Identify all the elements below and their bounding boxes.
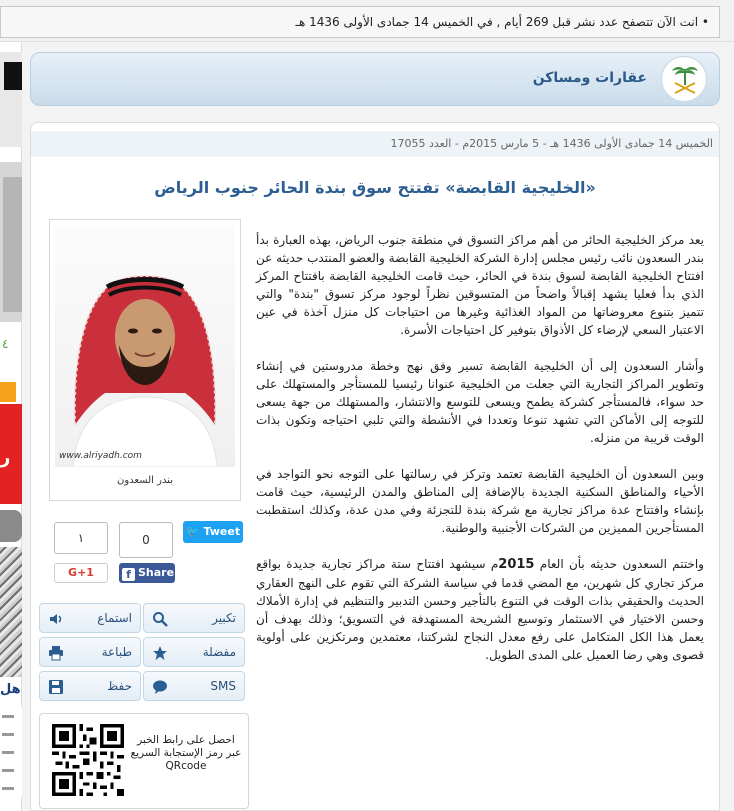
qr-code-text: احصل على رابط الخبر عبر رمز الإستجابة السريع QRcode <box>130 734 242 772</box>
article-paragraph-4-end: م سيشهد افتتاح ستة مراكز تجارية جديدة بواقع مركز تجاري كل شهرين، مع المضي قدما في سياسة الشركة التي تقوم على النهج العقاري الحديث والحقيقي بذات الوقت في التنوع بالتأجير وحسن التدبير والتنظيم في إدارة الأملاك وحسن الاختيار في الاستثمار وتوسيع الشريحة المستهدفة في التسويق؛ وذلك بهدف أن يعمل هذا الكل المتكامل على رفع معدل النجاح لشركتنا، معتمدين ومرتكزين على أولوية قصوى وهي رضا العميل على المدى الطويل. <box>256 557 704 662</box>
chat-bubble-icon <box>152 679 168 695</box>
sidebar-orange-badge <box>0 382 16 402</box>
article-paragraph-4-start: واختتم السعدون حديثه بأن العام <box>534 557 704 571</box>
sidebar-gray-tab[interactable] <box>0 510 22 542</box>
article-year: 2015 <box>498 557 535 572</box>
article-body <box>256 231 704 682</box>
print-button[interactable] <box>39 637 141 667</box>
sidebar-red-banner-glyph: ر <box>0 447 11 468</box>
sidebar-green-mark: ٤ <box>2 337 9 351</box>
star-icon <box>152 645 168 661</box>
favorite-label: مفضلة <box>202 645 236 659</box>
article-paragraph-4 <box>256 555 704 664</box>
article-meta: الخميس 14 جمادى الأولى 1436 هـ - 5 مارس 2015م - العدد 17055 <box>390 137 713 150</box>
portrait-illustration <box>55 225 235 467</box>
floppy-disk-icon <box>48 679 64 695</box>
qr-code-box <box>39 713 249 809</box>
sidebar-headline-fragment[interactable]: هل <box>0 682 21 697</box>
ticker-text: • انت الآن تتصفح عدد نشر قبل 269 أيام , في الخميس 14 جمادى الأولى 1436 هـ <box>295 15 709 29</box>
section-header <box>30 52 720 106</box>
section-title[interactable]: عقارات ومساكن <box>532 70 647 86</box>
sms-button[interactable] <box>143 671 245 701</box>
tweet-label: Tweet <box>203 525 241 538</box>
news-ticker <box>0 6 720 38</box>
saudi-emblem-icon <box>661 56 707 102</box>
photo-watermark: www.alriyadh.com <box>59 451 142 461</box>
twitter-bird-icon: 🐦 <box>185 525 200 538</box>
facebook-icon: f <box>122 568 135 581</box>
photo-caption: بندر السعدون <box>116 475 174 486</box>
sidebar-ad-1-block <box>4 62 22 90</box>
news-ticker-bar <box>0 0 734 42</box>
listen-label: استماع <box>97 611 132 625</box>
article-photo[interactable] <box>55 225 235 467</box>
sms-label: SMS <box>210 679 236 693</box>
tweet-button[interactable] <box>183 521 243 543</box>
favorite-button[interactable] <box>143 637 245 667</box>
left-sidebar <box>0 42 22 811</box>
article-paragraph-2: وأشار السعدون إلى أن الخليجية القابضة تسير وفق نهج وخطة مدروستين في إنشاء وتطوير المراكز التجارية التي جعلت من الخليجية عنوانا رئيسيا للمستأجر والمستهلك على حد سواء، فالمستأجر كشركة يطمح ويسعى للتوسع والانتشار، والمستهلك من جهة يسعى للتوجه إلى الأماكن التي تشهد تنوعا وتعددا في الأنشطة والتي تلبي احتياجه وتكون بذات الوقت قريبة من منزله. <box>256 359 704 445</box>
zoom-button[interactable] <box>143 603 245 633</box>
article-meta-bar <box>31 131 719 157</box>
gplus-button[interactable]: G+1 <box>54 563 108 583</box>
save-button[interactable] <box>39 671 141 701</box>
zoom-label: تكبير <box>212 611 236 625</box>
magnifier-icon <box>152 611 168 627</box>
article-paragraph-1: يعد مركز الخليجية الحائر من أهم مراكز التسوق في منطقة جنوب الرياض، بهذه العبارة بدأ بندر السعدون نائب رئيس مجلس إدارة الشركة الخليجية القابضة والعضو المنتدب حديثه عن افتتاح الخليجية القابضة لسوق بندة في الحائر، حيث قامت الخليجية القابضة بافتتاح المركز الذي بدأ فعليا يشهد إقبالاً واضحاً من المتسوقين نظراً لوجود مركز تسوق "بندة" والتي تتميز بتنوع معروضاتها من المواد الغذائية وغيرها من احتياجات كل منزل آخذة في عين الاعتبار السعي لإرضاء كل الأذواق بتوفير كل احتياجات الأسرة. <box>256 233 704 337</box>
article-photo-box <box>49 219 241 501</box>
facebook-share-label: Share <box>138 566 175 579</box>
facebook-share-count: 0 <box>119 522 173 558</box>
speaker-icon <box>48 611 64 627</box>
save-label: حفظ <box>107 679 132 693</box>
article-paragraph-3: وبين السعدون أن الخليجية القابضة تعتمد وتركز في رسالتها على التوجه نحو التواجد في الأحياء والمناطق السكنية الجديدة بالإضافة إلى المناطق والمدن الرئيسية، حيث قامت بإنشاء وافتتاح عدة مراكز تجارية مع شركة بندة للتجزئة وفي مدن عدة، وكذلك استقطبت المستأجرين المميزين من الشركات الأجنبية والوطنية. <box>256 467 704 535</box>
gplus-share-count: ١ <box>54 522 108 554</box>
sidebar-image-inner <box>3 177 22 312</box>
sidebar-crowd-image[interactable] <box>0 547 22 677</box>
sidebar-text-lines <box>0 707 22 797</box>
facebook-share-button[interactable] <box>119 563 175 583</box>
listen-button[interactable] <box>39 603 141 633</box>
article-card <box>30 122 720 811</box>
qr-code-image[interactable] <box>52 724 124 796</box>
print-label: طباعة <box>101 645 132 659</box>
printer-icon <box>48 645 64 661</box>
article-title: «الخليجية القابضة» تفتتح سوق بندة الحائر جنوب الرياض <box>154 178 596 197</box>
